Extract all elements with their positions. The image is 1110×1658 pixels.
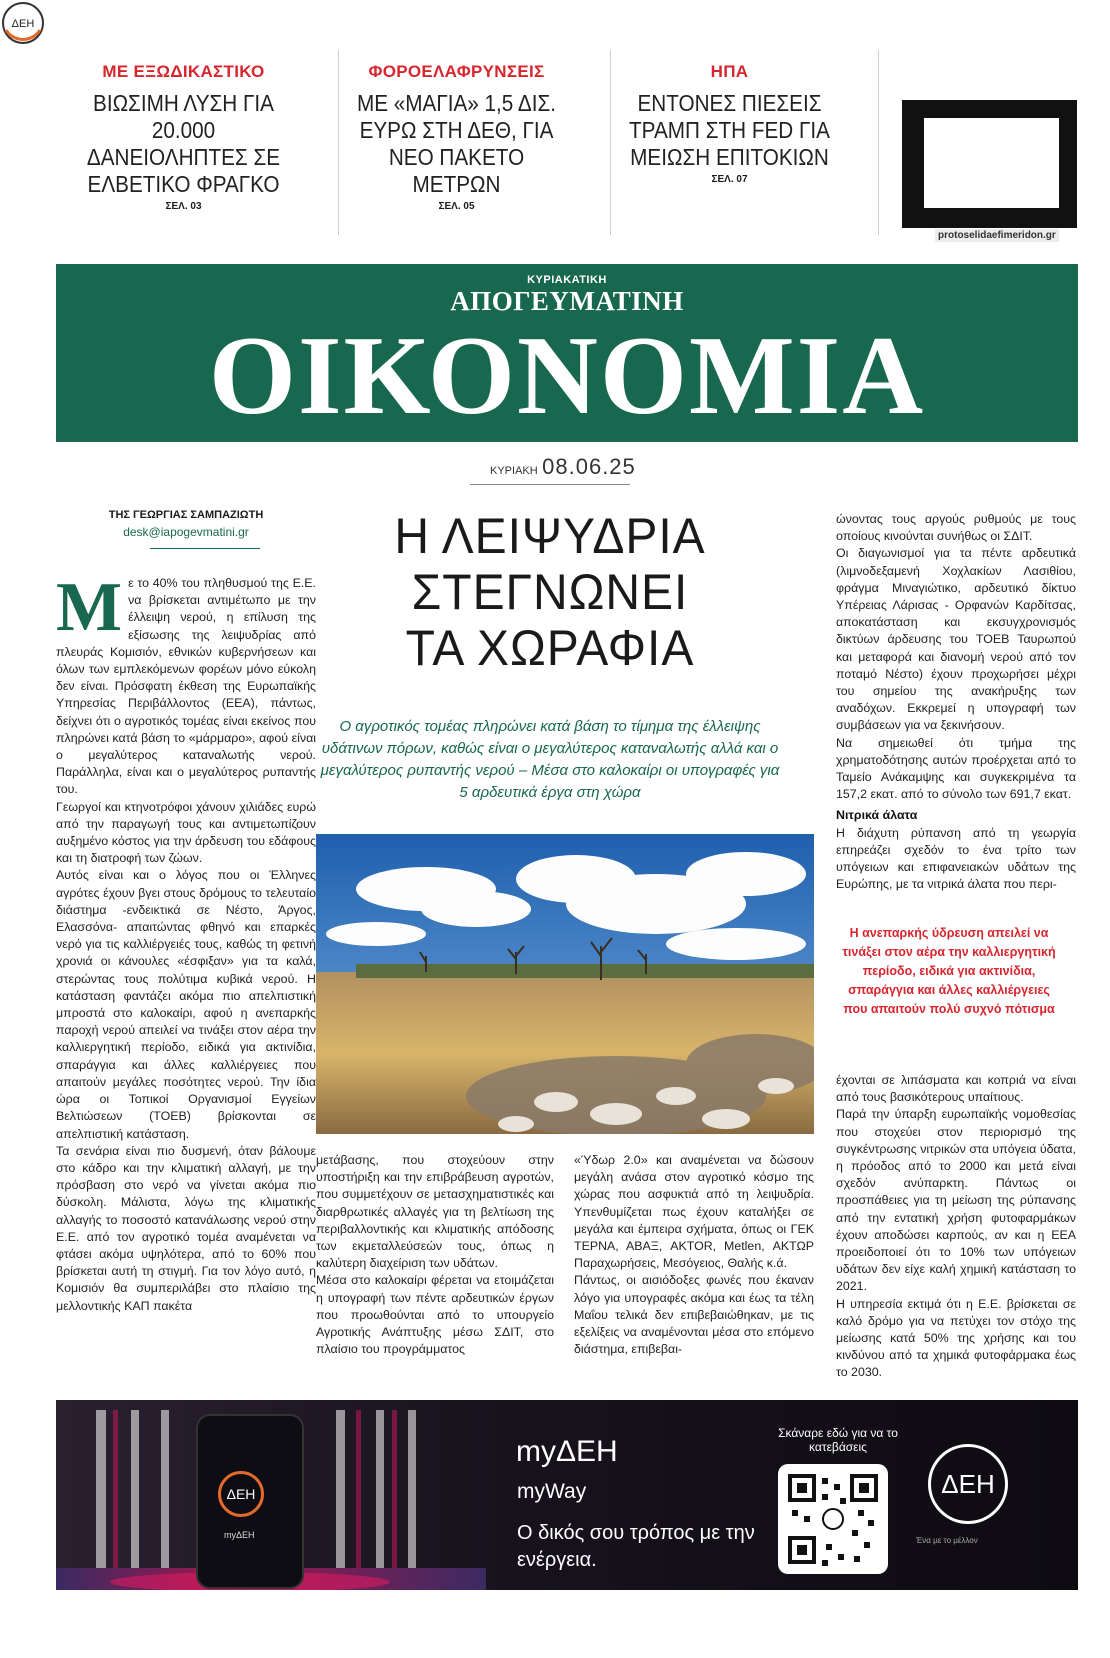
article-deck: Ο αγροτικός τομέας πληρώνει κατά βάση το τίμημα της έλλειψης υδάτινων πόρων, καθώς είναι ο μεγαλύτερος καταναλωτής αλλά και ο μεγαλύτερος ρυπαντής νερού – Μέσα στο καλοκαίρι οι υπογραφές για 5 αρδευτικά έργα στη χώρα <box>320 718 780 801</box>
dateline <box>490 454 636 480</box>
teaser-headline[interactable]: ΒΙΩΣΙΜΗ ΛΥΣΗ ΓΙΑ 20.000 ΔΑΝΕΙΟΛΗΠΤΕΣ ΣΕ ΕΛΒΕΤΙΚΟ ΦΡΑΓΚΟ <box>86 90 281 197</box>
bottom-banner-ad[interactable] <box>56 1400 1078 1590</box>
paragraph: Η υπηρεσία εκτιμά ότι η Ε.Ε. βρίσκεται σε καλό δρόμο για να πετύχει τον στόχο της μείωσης κατά 50% της χρήσης και του κινδύνου από τα χημικά φυτοφάρμακα έως το 2030. <box>836 1296 1076 1380</box>
watermark: protoselidaefimeridon.gr <box>935 229 1059 242</box>
title-line: ΣΤΕΓΝΩΝΕΙ <box>411 564 689 620</box>
article-title <box>329 508 771 676</box>
masthead-supra: ΚΥΡΙΑΚΑΤΙΚΗ <box>527 274 607 286</box>
paragraph: έχονται σε λιπάσματα και κοπριά να είναι από τους βασικότερους υπαίτιους. <box>836 1073 1076 1105</box>
corner-ad-panel <box>924 118 1059 208</box>
paragraph: ε το 40% του πληθυσμού της Ε.Ε. να βρίσκεται αντιμέτωπο με την έλλειψη νερού, η επίλυση της εξίσωσης της λειψυδρίας από πλευράς Κομισιόν, εθνικών κυβερνήσεων και όλων των εμπλεκόμενων φορέων μόνο εύκολη δεν είναι. Πρόσφατη έκθεση της Ευρωπαϊκής Υπηρεσίας Περιβάλλοντος (ΕΕΑ), πάντως, δείχνει ότι ο αγροτικός τομέας είναι εκείνος που πληρώνει κατά βάση το «μάρμαρο», αφού είναι ο μεγαλύτερος καταναλωτής νερού. Παράλληλα, είναι και ο μεγαλύτερος ρυπαντής του. <box>56 576 316 797</box>
banner-brand: myΔΕΗ <box>516 1435 618 1468</box>
divider <box>470 484 630 485</box>
banner-tagline: Ένα με το μέλλον <box>916 1536 978 1545</box>
teaser-page: ΣΕΛ. 05 <box>438 201 475 212</box>
teaser-1[interactable] <box>66 62 301 212</box>
teaser-page: ΣΕΛ. 07 <box>711 174 748 185</box>
divider <box>150 548 260 549</box>
article-column-3 <box>574 1152 814 1358</box>
article-column-1 <box>56 569 316 1315</box>
phone-logo: ΔΕΗ <box>218 1471 264 1517</box>
banner-slogan: Ο δικός σου τρόπος με την ενέργεια. <box>517 1522 755 1571</box>
byline-email[interactable]: desk@iapogevmatini.gr <box>123 525 249 539</box>
banner-logo: ΔΕΗ <box>928 1444 1008 1524</box>
divider <box>878 50 879 235</box>
teaser-kicker: ΗΠΑ <box>710 62 749 81</box>
paragraph: Οι διαγωνισμοί για τα πέντε αρδευτικά (λιμνοδεξαμενή Χοχλακίων Λασιθίου, φράγμα Μιναγιώτικο, αρδευτικό δίκτυο Υπέρειας Λάρισας - Ορφανών Καρδίτσας, αποκατάσταση και εκσυγχρονισμός δικτύων άρδευσης του ΤΟΕΒ Ταυρωπού και μεταφορά και διανομή νερού από τον ποταμό Νέστο) έχουν προχωρήσει μέχρι του σημείου της ανακήρυξης των αναδόχων. Εκκρεμεί η υπογραφή των συμβάσεων για να ξεκινήσουν. <box>836 546 1076 733</box>
paragraph: Αυτός είναι και ο λόγος που οι Έλληνες αγρότες έχουν βγει στους δρόμους το τελευταίο διάστημα -ενδεικτικά σε Νέστο, Άργος, Ελασσόνα- απαιτώντας φθηνό και επαρκές νερό για τις καλλιέργειές τους, καθώς τη φετινή χρονιά οι κάνουλες «έσφιξαν» για τα καλά, στερώντας τους πολύτιμα κυβικά νερού. Η κατάσταση φαντάζει ακόμα πιο απελπιστική μπροστά στο καλοκαίρι, αφού η ανεπαρκής παροχή νερού απειλεί να τινάξει στον αέρα την καλλιεργητική περίοδο, ειδικά για ακτινίδια, σπαράγγια και άλλες καλλιέργειες που απαιτούν μεγάλες ποσότητες νερού. Την ίδια ώρα οι Τοπικοί Οργανισμοί Εγγείων Βελτιώσεων (ΤΟΕΒ) βρίσκονται σε απελπιστική κατάσταση. <box>56 868 316 1141</box>
teaser-headline[interactable]: ΜΕ «ΜΑΓΙΑ» 1,5 ΔΙΣ. ΕΥΡΩ ΣΤΗ ΔΕΘ, ΓΙΑ ΝΕΟ ΠΑΚΕΤΟ ΜΕΤΡΩΝ <box>356 90 557 197</box>
paragraph: Τα σενάρια είναι πιο δυσμενή, όταν βάλουμε στο κάδρο και την κλιματική αλλαγή, με την πρόσβαση στο νερό να γίνεται ακόμα πιο δύσκολη. Μάλιστα, λόγω της κλιματικής αλλαγής το ποσοστό κατανάλωσης νερού στην Ε.Ε. από τον αγροτικό τομέα αναμένεται να φτάσει ακόμα υψηλότερα, από το 60% που βρίσκεται αυτή τη στιγμή. Για τον λόγο αυτό, η Κομισιόν θα συμπεριλάβει στο πλαίσιο της μελλοντικής ΚΑΠ πακέτα <box>56 1143 316 1313</box>
teaser-3[interactable] <box>612 62 847 185</box>
title-line: Η ΛΕΙΨΥΔΡΙΑ <box>394 508 706 564</box>
paragraph: «Ύδωρ 2.0» και αναμένεται να δώσουν μεγάλη ανάσα στον αγροτικό κόσμο της χώρας που ασφυκτιά από τη λειψυδρία. Υπενθυμίζεται πως έχουν καταλήξει σε μεγάλα και έμπειρα σχήματα, όπως οι ΓΕΚ ΤΕΡΝΑ, ΑΒΑΞ, AKTOR, Metlen, ΑΚΤΩΡ Παραχωρήσεις, Μεσόγειος, Θαλής κ.ά. <box>574 1153 814 1271</box>
paragraph: ώνοντας τους αργούς ρυθμούς με τους οποίους κινούνται συνήθως οι ΣΔΙΤ. <box>836 512 1076 544</box>
paragraph: Μέσα στο καλοκαίρι φέρεται να ετοιμάζεται η υπογραφή των πέντε αρδευτικών έργων που προωθούνται από το υπουργείο Αγροτικής Ανάπτυξης μέσω ΣΔΙΤ, στο πλαίσιο του προγράμματος <box>316 1273 554 1357</box>
article-column-4-top <box>836 511 1076 893</box>
corner-ad[interactable] <box>902 100 1077 228</box>
paragraph: Η διάχυτη ρύπανση από τη γεωργία επηρεάζει σχεδόν το ένα τρίτο των υπόγειων και επιφανειακών υδάτων της Ευρώπης, με τα νιτρικά άλατα που περι- <box>836 825 1076 892</box>
byline-name: ΤΗΣ ΓΕΩΡΓΙΑΣ ΣΑΜΠΑΖΙΩΤΗ <box>108 509 264 521</box>
subhead: Νιτρικά άλατα <box>836 808 918 823</box>
pull-quote: Η ανεπαρκής ύδρευση απειλεί να τινάξει στον αέρα την καλλιεργητική περίοδο, ειδικά για ακτινίδια, σπαράγγια και άλλες καλλιέργειες που απαιτούν πολύ συχνό πότισμα <box>842 926 1056 1016</box>
paragraph: Να σημειωθεί ότι τμήμα της χρηματοδότησης αυτών προέρχεται από το Ταμείο Ανάκαμψης και συγκεκριμένα τα 157,2 εκατ. από το σύνολο των 691,7 εκατ. <box>836 735 1076 802</box>
dateline-day: ΚΥΡΙΑΚΗ <box>490 465 538 477</box>
qr-code-icon[interactable] <box>778 1464 888 1574</box>
banner-sub: myWay <box>517 1480 587 1503</box>
teaser-headline[interactable]: ΕΝΤΟΝΕΣ ΠΙΕΣΕΙΣ ΤΡΑΜΠ ΣΤΗ FED ΓΙΑ ΜΕΙΩΣΗ ΕΠΙΤΟΚΙΩΝ <box>629 90 830 170</box>
drop-cap: Μ <box>56 569 123 646</box>
title-line: ΤΑ ΧΩΡΑΦΙΑ <box>405 620 695 676</box>
article-column-4-bottom <box>836 1072 1076 1382</box>
phone-mockup <box>196 1414 304 1589</box>
corner-ad-logo: ΔΕΗ <box>11 18 35 30</box>
dateline-date: 08.06.25 <box>542 454 636 479</box>
teaser-2[interactable] <box>339 62 574 212</box>
drought-photo <box>316 834 814 1134</box>
paragraph: μετάβασης, που στοχεύουν στην υποστήριξη και την επιβράβευση αγροτών, που συμμετέχουν σε μετασχηματιστικές και διαρθρωτικές αλλαγές για τη βελτίωση της περιβαλλοντικής και κλιματικής απόδοσης των εκμεταλλεύσεών τους, όπως η καλύτερη διαχείριση των υδάτων. <box>316 1153 554 1271</box>
masthead-paper: ΑΠΟΓΕΥΜΑΤΙΝΗ <box>450 286 684 316</box>
teaser-kicker: ΜΕ ΕΞΩΔΙΚΑΣΤΙΚΟ <box>102 62 265 81</box>
paragraph: Γεωργοί και κτηνοτρόφοι χάνουν χιλιάδες ευρώ από την παραγωγή τους και αντιμετωπίζουν αυξημένο κόστος για την άρδευση του εδάφους και τη διατροφή των ζώων. <box>56 799 316 866</box>
byline <box>56 509 316 539</box>
phone-label: myΔΕΗ <box>224 1530 255 1540</box>
paragraph: Παρά την ύπαρξη ευρωπαϊκής νομοθεσίας που στοχεύει στον περιορισμό της συγκέντρωσης νιτρικών στα υπόγεια ύδατα, η πρόοδος από το 2000 και μετά είναι σχεδόν ανύπαρκτη. Πάντως οι προσπάθειες για τη μείωση της ρύπανσης από την εντατική χρήση φυτοφαρμάκων έχουν αποδώσει καρπούς, αν και η ΕΕΑ προειδοποιεί ότι το 10% των υπόγειων υδάτων δεν είχε καλή χημική κατάσταση το 2021. <box>836 1107 1076 1294</box>
teaser-kicker: ΦΟΡΟΕΛΑΦΡΥΝΣΕΙΣ <box>368 62 545 81</box>
divider <box>610 50 611 235</box>
section-masthead <box>56 264 1078 442</box>
dei-logo-icon <box>0 0 46 46</box>
paragraph: Πάντως, οι αισιόδοξες φωνές που έκαναν λόγο για υπογραφές ακόμα και έως τα τέλη Μαΐου τελικά δεν επιβεβαιώθηκαν, με τις εξελίξεις να αναμένονται μέσα στο επόμενο διάστημα, επιβεβαι- <box>574 1273 814 1357</box>
masthead-section: ΟΙΚΟΝΟΜΙΑ <box>208 314 926 438</box>
article-column-2 <box>316 1152 554 1358</box>
banner-scan-text: Σκάναρε εδώ για να το κατεβάσεις <box>778 1426 898 1454</box>
teaser-page: ΣΕΛ. 03 <box>165 201 202 212</box>
